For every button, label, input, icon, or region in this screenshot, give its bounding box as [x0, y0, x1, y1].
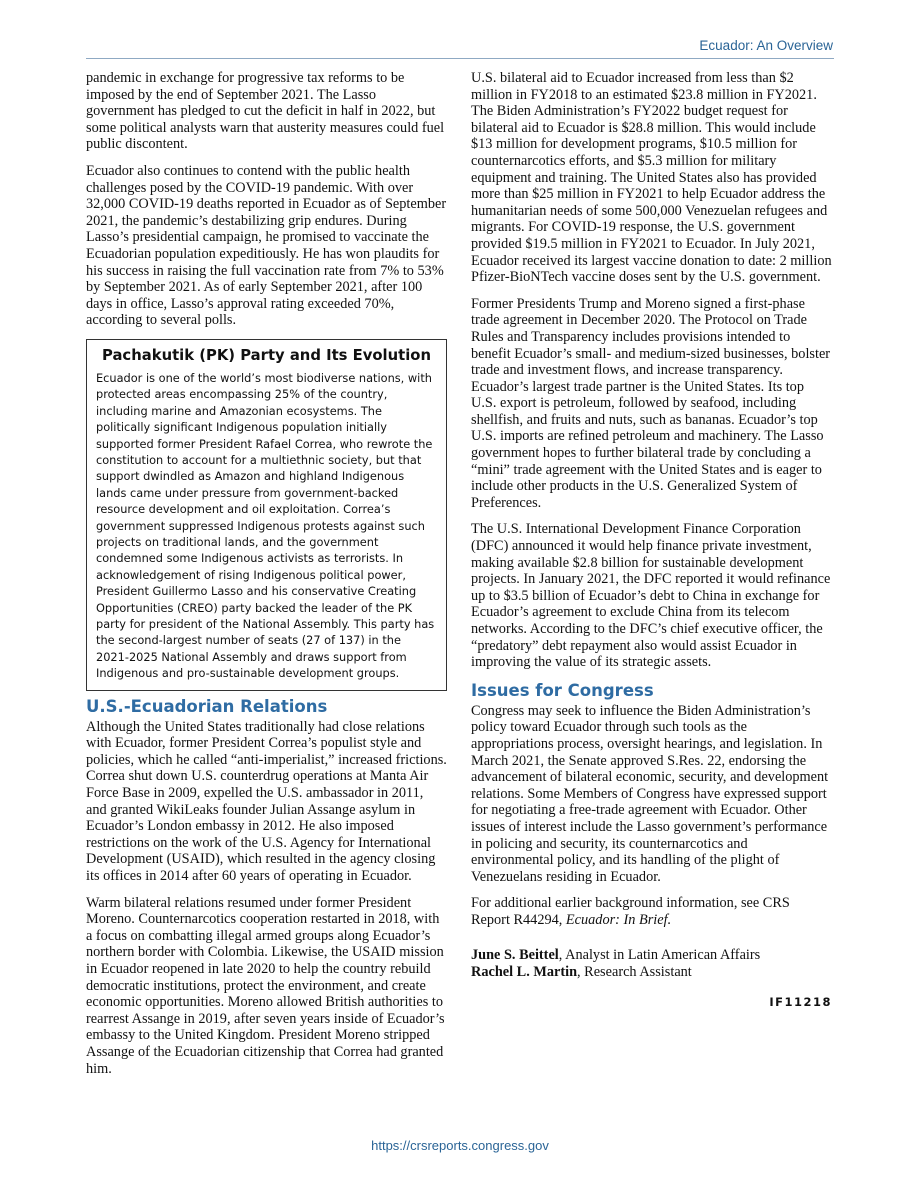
- author-name: June S. Beittel: [471, 946, 559, 963]
- report-title-link: Ecuador: In Brief.: [565, 911, 672, 928]
- paragraph-moreno-relations: Warm bilateral relations resumed under former President Moreno. Counternarcotics cooperation restarted in 2018, with a focus on combatting illegal armed groups along Ecuador’s northern border with Colombia. Likewise, the USAID mission in Ecuador reopened in late 2020 to help the country rebuild democratic institutions, protect the environment, and create economic opportunities. Moreno allowed British authorities to rearrest Assange in 2019, after seven years inside of Ecuador’s embassy to the United Kingdom. President Moreno stripped Assange of the Ecuadorian citizenship that Correa had granted him.: [86, 894, 445, 1077]
- author-name: Rachel L. Martin: [471, 963, 578, 980]
- paragraph-dfc: The U.S. International Development Finance Corporation (DFC) announced it would help finance private investment, making available $2.8 billion for sustainable development projects. In January 2021, the DFC reported it would refinance up to $3.5 billion of Ecuador’s debt to China in exchange for Ecuador’s agreement to exclude China from its telecom networks. According to the DFC’s chief executive officer, the “predatory” debt repayment also would assist Ecuador in improving the value of its strategic assets.: [471, 521, 831, 671]
- paragraph-background-reference: [471, 895, 832, 928]
- pachakutik-box-title: Pachakutik (PK) Party and Its Evolution: [102, 346, 431, 364]
- header-divider: [86, 58, 834, 59]
- paragraph-bilateral-aid: U.S. bilateral aid to Ecuador increased from less than $2 million in FY2018 to an estimated $23.8 million in FY2021. The Biden Administration’s FY2022 budget request for bilateral aid to Ecuador is $28.8 million. This would include $13 million for development programs, $10.5 million for counternarcotics efforts, and $5.3 million for military equipment and training. The United States also has provided more than $25 million in FY2021 to help Ecuador address the humanitarian needs of some 500,000 Venezuelan refugees and migrants. For COVID-19 response, the U.S. government provided $19.5 million in FY2021 to Ecuador. In July 2021, Ecuador received its largest vaccine donation to date: 2 million Pfizer-BioNTech vaccine doses sent by the U.S. government.: [471, 70, 832, 286]
- pachakutik-box-body: Ecuador is one of the world’s most biodiverse nations, with protected areas encompassing 25% of the country, including marine and Amazonian ecosystems. The politically significant Indigenous population initially supported former President Rafael Correa, who rewrote the constitution to account for a multiethnic society, but that support dwindled as Amazon and highland Indigenous lands came under pressure from government-backed resource development and oil exploitation. Correa’s government suppressed Indigenous protests against such projects on traditional lands, and the government condemned some Indigenous activists as terrorists. In acknowledgement of rising Indigenous political power, President Guillermo Lasso and his conservative Creating Opportunities (CREO) party backed the leader of the PK party for president of the National Assembly. This party has the second-largest number of seats (27 of 137) in the 2021-2025 National Assembly and draws support from Indigenous and pro-sustainable development groups.: [96, 370, 435, 681]
- footer-url-link[interactable]: https://crsreports.congress.gov: [371, 1138, 549, 1153]
- paragraph-covid: Ecuador also continues to contend with the public health challenges posed by the COVID-19 pandemic. With over 32,000 COVID-19 deaths reported in Ecuador as of September 2021, the pandemic’s destabilizing grip endures. During Lasso’s presidential campaign, he promised to vaccinate the Ecuadorian population expeditiously. He has won plaudits for his success in raising the full vaccination rate from 7% to 53% by September 2021. As of early September 2021, after 100 days in office, Lasso’s approval rating exceeded 70%, according to several polls.: [86, 162, 447, 329]
- author-line: [471, 947, 832, 964]
- right-column: [471, 70, 832, 1009]
- background-reference-text: For additional earlier background information, see CRS Report R44294,: [471, 895, 790, 928]
- paragraph-trade-agreement: Former Presidents Trump and Moreno signed a first-phase trade agreement in December 2020. The Protocol on Trade Rules and Transparency includes provisions intended to benefit Ecuador’s small- and medium-sized businesses, bolster trade and investment flows, and increase transparency. Ecuador’s largest trade partner is the United States. Its top U.S. export is petroleum, followed by seafood, including shellfish, and fruits and nuts, such as bananas. Ecuador’s top U.S. imports are refined petroleum and machinery. The Lasso government hopes to further bilateral trade by concluding a “mini” trade agreement with the United States and is eager to include other products in the U.S. Generalized System of Preferences.: [471, 295, 831, 511]
- paragraph-fiscal-policy: pandemic in exchange for progressive tax reforms to be imposed by the end of September 2021. The Lasso government has pledged to cut the deficit in half in 2022, but some political analysts warn that austerity measures could fuel public discontent.: [86, 70, 445, 153]
- author-role: , Analyst in Latin American Affairs: [558, 946, 761, 963]
- report-id: IF11218: [769, 994, 832, 1009]
- section-heading-relations: U.S.-Ecuadorian Relations: [86, 696, 328, 716]
- pachakutik-sidebar-box: [86, 339, 447, 691]
- section-heading-issues: Issues for Congress: [471, 680, 654, 700]
- paragraph-congress: Congress may seek to influence the Biden Administration’s policy toward Ecuador through such tools as the appropriations process, oversight hearings, and legislation. In March 2021, the Senate approved S.Res. 22, endorsing the advancement of bilateral economic, security, and development relations. Some Members of Congress have expressed support for negotiating a free-trade agreement with Ecuador. Other issues of interest include the Lasso government’s performance in policing and security, its counternarcotics and environmental policy, and its handling of the plight of Venezuelans residing in Ecuador.: [471, 702, 829, 885]
- author-role: , Research Assistant: [577, 963, 692, 980]
- running-header-title: Ecuador: An Overview: [699, 38, 833, 53]
- left-column: [86, 70, 447, 1087]
- author-line: [471, 964, 832, 981]
- paragraph-correa-frictions: Although the United States traditionally had close relations with Ecuador, former President Correa’s populist style and policies, which he called “anti-imperialist,” increased frictions. Correa shut down U.S. counterdrug operations at Manta Air Force Base in 2009, expelled the U.S. ambassador in 2011, and granted WikiLeaks founder Julian Assange asylum in Ecuador’s London embassy in 2012. He also imposed restrictions on the work of the U.S. Agency for International Development (USAID), which resulted in the agency closing its offices in 2014 after 60 years of operating in Ecuador.: [86, 718, 447, 884]
